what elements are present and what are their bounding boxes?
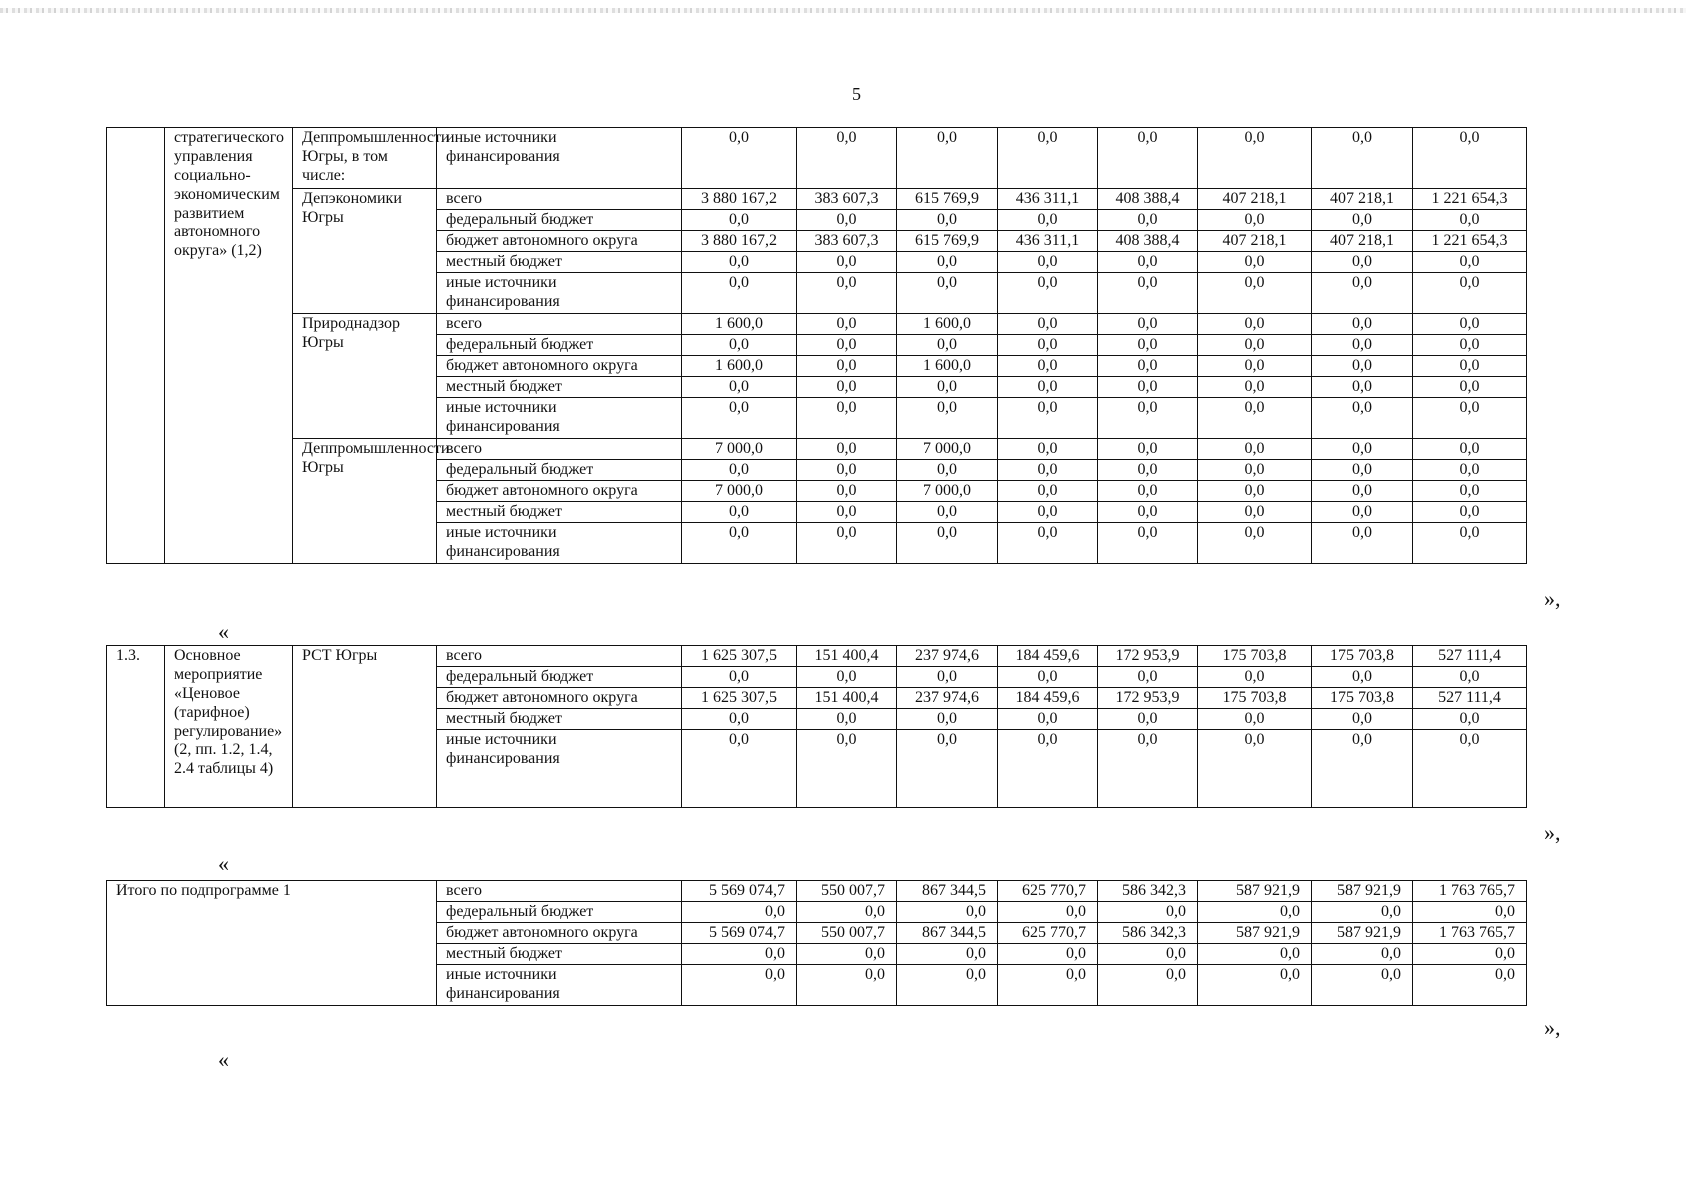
- value-cell: 0,0: [1312, 502, 1413, 523]
- value-cell: 0,0: [682, 377, 797, 398]
- value-cell: 0,0: [1098, 667, 1198, 688]
- value-cell: 0,0: [1098, 460, 1198, 481]
- value-cell: 0,0: [998, 502, 1098, 523]
- value-cell: 0,0: [897, 460, 998, 481]
- value-cell: 0,0: [1413, 502, 1527, 523]
- value-cell: 0,0: [1198, 377, 1312, 398]
- value-cell: 0,0: [1098, 523, 1198, 564]
- value-cell: 0,0: [797, 356, 897, 377]
- value-cell: 407 218,1: [1312, 231, 1413, 252]
- value-cell: 0,0: [998, 667, 1098, 688]
- value-cell: 0,0: [797, 273, 897, 314]
- value-cell: 527 111,4: [1413, 646, 1527, 667]
- funding-source-cell: иные источники финансирования: [437, 398, 682, 439]
- value-cell: 0,0: [1198, 902, 1312, 923]
- value-cell: 587 921,9: [1312, 923, 1413, 944]
- funding-source-cell: федеральный бюджет: [437, 667, 682, 688]
- value-cell: 0,0: [1312, 439, 1413, 460]
- funding-source-cell: местный бюджет: [437, 502, 682, 523]
- funding-source-cell: иные источники финансирования: [437, 965, 682, 1006]
- value-cell: 0,0: [1098, 377, 1198, 398]
- value-cell: 0,0: [797, 523, 897, 564]
- table-subprogram-total: [106, 880, 1527, 1006]
- close-quote: »,: [1544, 820, 1561, 845]
- value-cell: 0,0: [1198, 356, 1312, 377]
- value-cell: 0,0: [682, 128, 797, 189]
- value-cell: 0,0: [998, 314, 1098, 335]
- value-cell: 0,0: [1413, 439, 1527, 460]
- value-cell: 0,0: [1198, 398, 1312, 439]
- value-cell: 615 769,9: [897, 189, 998, 210]
- value-cell: 587 921,9: [1198, 923, 1312, 944]
- value-cell: 0,0: [1312, 128, 1413, 189]
- value-cell: 0,0: [998, 335, 1098, 356]
- funding-source-cell: всего: [437, 189, 682, 210]
- value-cell: 0,0: [682, 730, 797, 808]
- value-cell: 407 218,1: [1312, 189, 1413, 210]
- table-row: [107, 439, 1527, 460]
- value-cell: 0,0: [1198, 502, 1312, 523]
- table-row: [107, 314, 1527, 335]
- value-cell: 587 921,9: [1198, 881, 1312, 902]
- value-cell: 0,0: [1413, 356, 1527, 377]
- value-cell: 0,0: [1312, 335, 1413, 356]
- value-cell: 0,0: [1413, 460, 1527, 481]
- value-cell: 0,0: [1098, 128, 1198, 189]
- value-cell: 867 344,5: [897, 923, 998, 944]
- value-cell: 1 221 654,3: [1413, 231, 1527, 252]
- funding-source-cell: местный бюджет: [437, 709, 682, 730]
- value-cell: 0,0: [897, 944, 998, 965]
- value-cell: 0,0: [682, 902, 797, 923]
- value-cell: 0,0: [1198, 944, 1312, 965]
- value-cell: 0,0: [1098, 502, 1198, 523]
- value-cell: 0,0: [1413, 377, 1527, 398]
- value-cell: 550 007,7: [797, 881, 897, 902]
- value-cell: 0,0: [1098, 902, 1198, 923]
- value-cell: 5 569 074,7: [682, 881, 797, 902]
- value-cell: 0,0: [797, 210, 897, 231]
- value-cell: 0,0: [1413, 965, 1527, 1006]
- value-cell: 0,0: [897, 377, 998, 398]
- value-cell: 184 459,6: [998, 646, 1098, 667]
- value-cell: 0,0: [682, 667, 797, 688]
- value-cell: 0,0: [897, 902, 998, 923]
- funding-source-cell: всего: [437, 314, 682, 335]
- value-cell: 0,0: [1198, 439, 1312, 460]
- value-cell: 0,0: [998, 965, 1098, 1006]
- value-cell: 0,0: [897, 502, 998, 523]
- value-cell: 0,0: [1312, 523, 1413, 564]
- value-cell: 1 600,0: [682, 356, 797, 377]
- value-cell: 1 600,0: [897, 356, 998, 377]
- value-cell: 0,0: [682, 502, 797, 523]
- activity-name-cell: стратегического управления социально-экономическим развитием автономного округа» (1,2): [165, 128, 293, 564]
- value-cell: 0,0: [682, 460, 797, 481]
- value-cell: 408 388,4: [1098, 189, 1198, 210]
- value-cell: 1 600,0: [897, 314, 998, 335]
- value-cell: 0,0: [682, 335, 797, 356]
- value-cell: 0,0: [797, 398, 897, 439]
- value-cell: 0,0: [797, 439, 897, 460]
- funding-source-cell: иные источники финансирования: [437, 128, 682, 189]
- value-cell: 0,0: [1098, 356, 1198, 377]
- value-cell: 0,0: [1198, 273, 1312, 314]
- value-cell: 172 953,9: [1098, 688, 1198, 709]
- value-cell: 0,0: [1312, 902, 1413, 923]
- value-cell: 436 311,1: [998, 189, 1098, 210]
- value-cell: 237 974,6: [897, 646, 998, 667]
- value-cell: 0,0: [1413, 314, 1527, 335]
- value-cell: 0,0: [797, 252, 897, 273]
- value-cell: 0,0: [1198, 709, 1312, 730]
- funding-source-cell: федеральный бюджет: [437, 210, 682, 231]
- value-cell: 0,0: [1312, 709, 1413, 730]
- value-cell: 383 607,3: [797, 189, 897, 210]
- value-cell: 407 218,1: [1198, 231, 1312, 252]
- value-cell: 0,0: [1098, 273, 1198, 314]
- funding-source-cell: бюджет автономного округа: [437, 923, 682, 944]
- value-cell: 0,0: [682, 252, 797, 273]
- value-cell: 550 007,7: [797, 923, 897, 944]
- funding-source-cell: местный бюджет: [437, 377, 682, 398]
- value-cell: 0,0: [1312, 481, 1413, 502]
- value-cell: 1 625 307,5: [682, 646, 797, 667]
- value-cell: 0,0: [998, 730, 1098, 808]
- table-row: [107, 646, 1527, 667]
- value-cell: 0,0: [682, 210, 797, 231]
- value-cell: 0,0: [797, 128, 897, 189]
- value-cell: 0,0: [797, 667, 897, 688]
- value-cell: 0,0: [897, 730, 998, 808]
- value-cell: 0,0: [1198, 210, 1312, 231]
- value-cell: 0,0: [1312, 730, 1413, 808]
- funding-source-cell: всего: [437, 646, 682, 667]
- value-cell: 0,0: [1413, 944, 1527, 965]
- row-number-cell: [107, 128, 165, 564]
- value-cell: 0,0: [998, 128, 1098, 189]
- value-cell: 0,0: [998, 273, 1098, 314]
- value-cell: 0,0: [1098, 252, 1198, 273]
- value-cell: 151 400,4: [797, 688, 897, 709]
- value-cell: 0,0: [1413, 730, 1527, 808]
- value-cell: 0,0: [1312, 356, 1413, 377]
- value-cell: 867 344,5: [897, 881, 998, 902]
- funding-source-cell: бюджет автономного округа: [437, 231, 682, 252]
- value-cell: 0,0: [1198, 481, 1312, 502]
- value-cell: 615 769,9: [897, 231, 998, 252]
- value-cell: 0,0: [1413, 398, 1527, 439]
- open-quote: «: [218, 619, 229, 644]
- open-quote: «: [218, 1047, 229, 1072]
- value-cell: 0,0: [797, 481, 897, 502]
- value-cell: 407 218,1: [1198, 189, 1312, 210]
- funding-source-cell: местный бюджет: [437, 944, 682, 965]
- value-cell: 0,0: [1198, 252, 1312, 273]
- value-cell: 0,0: [797, 460, 897, 481]
- funding-source-cell: бюджет автономного округа: [437, 481, 682, 502]
- close-quote: »,: [1544, 586, 1561, 611]
- value-cell: 175 703,8: [1198, 688, 1312, 709]
- value-cell: 7 000,0: [682, 439, 797, 460]
- open-quote: «: [218, 851, 229, 876]
- value-cell: 0,0: [998, 460, 1098, 481]
- value-cell: 0,0: [682, 273, 797, 314]
- value-cell: 0,0: [1198, 314, 1312, 335]
- scan-edge: [0, 8, 1686, 13]
- value-cell: 0,0: [998, 439, 1098, 460]
- value-cell: 0,0: [998, 252, 1098, 273]
- table-continuation: [106, 127, 1527, 564]
- value-cell: 0,0: [1198, 128, 1312, 189]
- value-cell: 7 000,0: [682, 481, 797, 502]
- value-cell: 175 703,8: [1312, 688, 1413, 709]
- value-cell: 0,0: [897, 128, 998, 189]
- value-cell: 0,0: [1312, 460, 1413, 481]
- table-activity-1-3: [106, 645, 1527, 808]
- value-cell: 0,0: [797, 730, 897, 808]
- value-cell: 0,0: [1098, 481, 1198, 502]
- funding-source-cell: бюджет автономного округа: [437, 356, 682, 377]
- executor-cell: Деппромышленности Югры: [293, 439, 437, 564]
- value-cell: 0,0: [998, 398, 1098, 439]
- value-cell: 0,0: [897, 523, 998, 564]
- value-cell: 0,0: [897, 709, 998, 730]
- value-cell: 0,0: [1312, 273, 1413, 314]
- value-cell: 0,0: [998, 210, 1098, 231]
- value-cell: 0,0: [998, 481, 1098, 502]
- value-cell: 0,0: [682, 398, 797, 439]
- table-row: [107, 128, 1527, 189]
- total-label-cell: Итого по подпрограмме 1: [107, 881, 437, 1006]
- value-cell: 0,0: [797, 377, 897, 398]
- value-cell: 0,0: [897, 965, 998, 1006]
- value-cell: 175 703,8: [1312, 646, 1413, 667]
- value-cell: 0,0: [1312, 314, 1413, 335]
- value-cell: 436 311,1: [998, 231, 1098, 252]
- value-cell: 0,0: [682, 965, 797, 1006]
- value-cell: 0,0: [1413, 210, 1527, 231]
- value-cell: 0,0: [1098, 709, 1198, 730]
- value-cell: 0,0: [1198, 523, 1312, 564]
- value-cell: 0,0: [682, 523, 797, 564]
- value-cell: 0,0: [1413, 523, 1527, 564]
- value-cell: 0,0: [998, 944, 1098, 965]
- funding-source-cell: всего: [437, 881, 682, 902]
- value-cell: 3 880 167,2: [682, 189, 797, 210]
- funding-source-cell: всего: [437, 439, 682, 460]
- value-cell: 1 600,0: [682, 314, 797, 335]
- value-cell: 0,0: [897, 335, 998, 356]
- value-cell: 0,0: [897, 667, 998, 688]
- value-cell: 0,0: [1312, 965, 1413, 1006]
- value-cell: 0,0: [797, 709, 897, 730]
- value-cell: 0,0: [1413, 667, 1527, 688]
- value-cell: 0,0: [1098, 965, 1198, 1006]
- executor-cell: Деппромышленности Югры, в том числе:: [293, 128, 437, 189]
- table-row: [107, 881, 1527, 902]
- value-cell: 184 459,6: [998, 688, 1098, 709]
- activity-name-cell: Основное мероприятие «Ценовое (тарифное) регулирование» (2, пп. 1.2, 1.4, 2.4 таблицы 4): [165, 646, 293, 808]
- value-cell: 587 921,9: [1312, 881, 1413, 902]
- value-cell: 3 880 167,2: [682, 231, 797, 252]
- value-cell: 0,0: [897, 252, 998, 273]
- value-cell: 0,0: [1098, 730, 1198, 808]
- funding-source-cell: федеральный бюджет: [437, 460, 682, 481]
- value-cell: 0,0: [1198, 730, 1312, 808]
- value-cell: 0,0: [897, 398, 998, 439]
- value-cell: 586 342,3: [1098, 881, 1198, 902]
- value-cell: 0,0: [797, 335, 897, 356]
- funding-source-cell: федеральный бюджет: [437, 902, 682, 923]
- value-cell: 0,0: [1098, 439, 1198, 460]
- value-cell: 0,0: [897, 273, 998, 314]
- value-cell: 1 763 765,7: [1413, 923, 1527, 944]
- value-cell: 0,0: [1198, 667, 1312, 688]
- value-cell: 0,0: [1312, 667, 1413, 688]
- executor-cell: РСТ Югры: [293, 646, 437, 808]
- value-cell: 0,0: [1312, 944, 1413, 965]
- funding-source-cell: местный бюджет: [437, 252, 682, 273]
- value-cell: 172 953,9: [1098, 646, 1198, 667]
- value-cell: 0,0: [1098, 314, 1198, 335]
- value-cell: 0,0: [682, 709, 797, 730]
- funding-source-cell: иные источники финансирования: [437, 730, 682, 808]
- value-cell: 0,0: [998, 709, 1098, 730]
- value-cell: 0,0: [998, 902, 1098, 923]
- value-cell: 0,0: [897, 210, 998, 231]
- value-cell: 0,0: [1413, 709, 1527, 730]
- value-cell: 0,0: [1198, 335, 1312, 356]
- funding-source-cell: иные источники финансирования: [437, 523, 682, 564]
- value-cell: 1 221 654,3: [1413, 189, 1527, 210]
- executor-cell: Природнадзор Югры: [293, 314, 437, 439]
- value-cell: 0,0: [1098, 944, 1198, 965]
- funding-source-cell: бюджет автономного округа: [437, 688, 682, 709]
- value-cell: 0,0: [1312, 398, 1413, 439]
- value-cell: 1 763 765,7: [1413, 881, 1527, 902]
- row-number-cell: 1.3.: [107, 646, 165, 808]
- value-cell: 0,0: [1198, 460, 1312, 481]
- value-cell: 0,0: [1312, 252, 1413, 273]
- value-cell: 0,0: [1413, 902, 1527, 923]
- value-cell: 0,0: [998, 377, 1098, 398]
- close-quote: »,: [1544, 1015, 1561, 1040]
- value-cell: 527 111,4: [1413, 688, 1527, 709]
- value-cell: 0,0: [1413, 273, 1527, 314]
- value-cell: 175 703,8: [1198, 646, 1312, 667]
- value-cell: 0,0: [1413, 335, 1527, 356]
- value-cell: 0,0: [1312, 377, 1413, 398]
- value-cell: 1 625 307,5: [682, 688, 797, 709]
- value-cell: 151 400,4: [797, 646, 897, 667]
- value-cell: 0,0: [1098, 335, 1198, 356]
- value-cell: 0,0: [1098, 398, 1198, 439]
- value-cell: 0,0: [797, 902, 897, 923]
- value-cell: 0,0: [998, 356, 1098, 377]
- value-cell: 0,0: [797, 965, 897, 1006]
- value-cell: 383 607,3: [797, 231, 897, 252]
- value-cell: 625 770,7: [998, 923, 1098, 944]
- value-cell: 0,0: [1413, 128, 1527, 189]
- value-cell: 0,0: [682, 944, 797, 965]
- value-cell: 0,0: [1413, 252, 1527, 273]
- value-cell: 0,0: [1312, 210, 1413, 231]
- value-cell: 0,0: [797, 314, 897, 335]
- value-cell: 0,0: [797, 944, 897, 965]
- value-cell: 0,0: [1098, 210, 1198, 231]
- value-cell: 7 000,0: [897, 439, 998, 460]
- value-cell: 0,0: [998, 523, 1098, 564]
- value-cell: 586 342,3: [1098, 923, 1198, 944]
- value-cell: 0,0: [797, 502, 897, 523]
- page-number: 5: [852, 84, 861, 104]
- value-cell: 7 000,0: [897, 481, 998, 502]
- value-cell: 5 569 074,7: [682, 923, 797, 944]
- executor-cell: Депэкономики Югры: [293, 189, 437, 314]
- value-cell: 408 388,4: [1098, 231, 1198, 252]
- value-cell: 237 974,6: [897, 688, 998, 709]
- value-cell: 0,0: [1198, 965, 1312, 1006]
- table-row: [107, 189, 1527, 210]
- value-cell: 625 770,7: [998, 881, 1098, 902]
- funding-source-cell: иные источники финансирования: [437, 273, 682, 314]
- value-cell: 0,0: [1413, 481, 1527, 502]
- funding-source-cell: федеральный бюджет: [437, 335, 682, 356]
